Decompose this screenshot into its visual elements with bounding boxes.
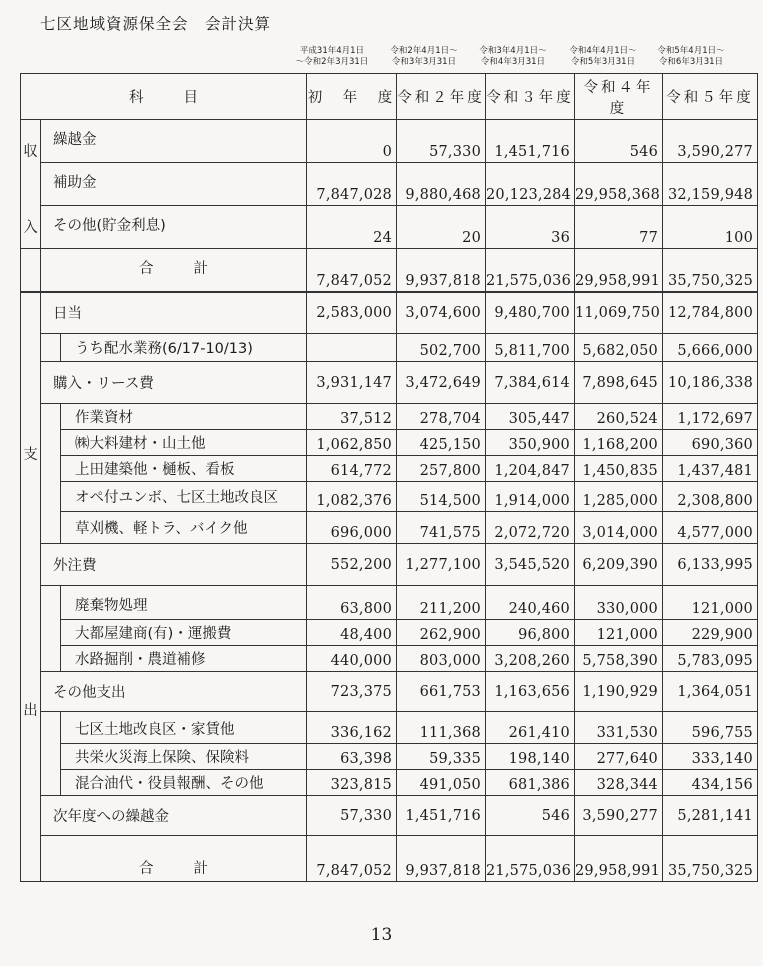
expense-label-purchase-sub-1: 作業資材: [61, 404, 307, 430]
expense-label-daily: 日当: [41, 292, 307, 334]
cell: 24: [307, 206, 397, 249]
cell: 5,281,141: [663, 796, 758, 836]
period-1: [284, 46, 380, 68]
period-2-end: 令和3年3月31日: [391, 57, 457, 67]
cell: 35,750,325: [663, 836, 758, 882]
period-5-start: 令和5年4月1日～: [657, 46, 725, 56]
cell: 741,575: [397, 512, 486, 544]
expense-label-other-sub-3: 混合油代・役員報酬、その他: [61, 770, 307, 796]
cell: 12,784,800: [663, 292, 758, 334]
cell: 1,168,200: [575, 430, 663, 456]
cell: 5,811,700: [486, 334, 575, 362]
expense-label-purchase-sub-5: 草刈機、軽トラ、バイク他: [61, 512, 307, 544]
cell: 690,360: [663, 430, 758, 456]
cell: 3,590,277: [575, 796, 663, 836]
cell: 57,330: [397, 120, 486, 163]
cell: 37,512: [307, 404, 397, 430]
cell: 7,847,028: [307, 163, 397, 206]
cell: 1,437,481: [663, 456, 758, 482]
expense-label-purchase-sub-3: 上田建築他・樋板、看板: [61, 456, 307, 482]
period-2-start: 令和2年4月1日～: [390, 46, 458, 56]
cell: 211,200: [397, 586, 486, 620]
cell: 198,140: [486, 744, 575, 770]
cell: 261,410: [486, 712, 575, 744]
expense-label-carryover: 次年度への繰越金: [41, 796, 307, 836]
expense-label-other-sub-1: 七区土地改良区・家賃他: [61, 712, 307, 744]
cell: 514,500: [397, 482, 486, 512]
expense-row-daily-sub: [21, 334, 758, 362]
expense-row-daily: [21, 292, 758, 334]
expense-row-carryover: [21, 796, 758, 836]
cell: 35,750,325: [663, 249, 758, 292]
expense-row-other-sub-3: [21, 770, 758, 796]
indent-spacer: [41, 404, 61, 544]
cell: [307, 334, 397, 362]
income-label-carryover: 繰越金: [41, 120, 307, 163]
cell: 328,344: [575, 770, 663, 796]
expense-side-glyph-2: 出: [23, 702, 38, 719]
cell: 2,583,000: [307, 292, 397, 334]
period-1-start: 平成31年4月1日: [299, 46, 365, 56]
cell: 3,074,600: [397, 292, 486, 334]
expense-row-purchase: [21, 362, 758, 404]
cell: 5,666,000: [663, 334, 758, 362]
document-title: 七区地域資源保全会 会計決算: [40, 15, 272, 33]
header-year-4: 令和４年度: [575, 74, 663, 120]
expense-label-outsourcing-sub-1: 廃棄物処理: [61, 586, 307, 620]
cell: 21,575,036: [486, 249, 575, 292]
cell: 1,364,051: [663, 672, 758, 712]
expense-label-outsourcing: 外注費: [41, 544, 307, 586]
income-label-total: 合計: [41, 249, 307, 292]
cell: 121,000: [663, 586, 758, 620]
expense-label-purchase: 購入・リース費: [41, 362, 307, 404]
cell: 323,815: [307, 770, 397, 796]
indent-spacer: [41, 334, 61, 362]
header-year-5: 令和５年度: [663, 74, 758, 120]
cell: 333,140: [663, 744, 758, 770]
expense-label-outsourcing-sub-3: 水路掘削・農道補修: [61, 646, 307, 672]
cell: 3,208,260: [486, 646, 575, 672]
cell: 546: [575, 120, 663, 163]
expense-row-other: [21, 672, 758, 712]
cell: 696,000: [307, 512, 397, 544]
cell: 77: [575, 206, 663, 249]
cell: 1,914,000: [486, 482, 575, 512]
period-5-end: 令和6年3月31日: [658, 57, 724, 67]
expense-row-purchase-sub-3: [21, 456, 758, 482]
cell: 9,937,818: [397, 836, 486, 882]
indent-spacer: [41, 712, 61, 796]
cell: 552,200: [307, 544, 397, 586]
cell: 1,451,716: [397, 796, 486, 836]
income-label-other: その他(貯金利息): [41, 206, 307, 249]
header-row: [21, 74, 758, 120]
cell: 260,524: [575, 404, 663, 430]
cell: 7,384,614: [486, 362, 575, 404]
cell: 262,900: [397, 620, 486, 646]
income-side-glyph-1: 収: [23, 144, 38, 160]
period-4-start: 令和4年4月1日～: [569, 46, 637, 56]
period-4: [555, 46, 651, 68]
cell: 21,575,036: [486, 836, 575, 882]
cell: 229,900: [663, 620, 758, 646]
accounting-table: [20, 73, 758, 882]
cell: 723,375: [307, 672, 397, 712]
cell: 111,368: [397, 712, 486, 744]
cell: 277,640: [575, 744, 663, 770]
cell: 20,123,284: [486, 163, 575, 206]
cell: 10,186,338: [663, 362, 758, 404]
page-number: 13: [370, 925, 393, 945]
cell: 5,682,050: [575, 334, 663, 362]
cell: 9,480,700: [486, 292, 575, 334]
income-row-total: [21, 249, 758, 292]
period-4-end: 令和5年3月31日: [570, 57, 636, 67]
expense-row-outsourcing-sub-1: [21, 586, 758, 620]
expense-label-total: 合計: [41, 836, 307, 882]
cell: 434,156: [663, 770, 758, 796]
cell: 63,398: [307, 744, 397, 770]
cell: 1,450,835: [575, 456, 663, 482]
expense-label-outsourcing-sub-2: 大都屋建商(有)・運搬費: [61, 620, 307, 646]
expense-row-purchase-sub-1: [21, 404, 758, 430]
cell: 278,704: [397, 404, 486, 430]
cell: 491,050: [397, 770, 486, 796]
expense-label-purchase-sub-4: オペ付ユンボ、七区土地改良区: [61, 482, 307, 512]
expense-row-purchase-sub-2: [21, 430, 758, 456]
cell: 425,150: [397, 430, 486, 456]
cell: 350,900: [486, 430, 575, 456]
cell: 661,753: [397, 672, 486, 712]
cell: 48,400: [307, 620, 397, 646]
cell: 9,880,468: [397, 163, 486, 206]
cell: 32,159,948: [663, 163, 758, 206]
cell: 36: [486, 206, 575, 249]
header-year-1: 初 年 度: [307, 74, 397, 120]
cell: 3,545,520: [486, 544, 575, 586]
header-year-2: 令和２年度: [397, 74, 486, 120]
cell: 6,133,995: [663, 544, 758, 586]
cell: 1,277,100: [397, 544, 486, 586]
period-3-end: 令和4年3月31日: [480, 57, 546, 67]
cell: 121,000: [575, 620, 663, 646]
period-5: [643, 46, 739, 68]
cell: 2,308,800: [663, 482, 758, 512]
cell: 1,190,929: [575, 672, 663, 712]
cell: 6,209,390: [575, 544, 663, 586]
cell: 63,800: [307, 586, 397, 620]
cell: 305,447: [486, 404, 575, 430]
cell: 3,014,000: [575, 512, 663, 544]
expense-row-purchase-sub-5: [21, 512, 758, 544]
cell: 546: [486, 796, 575, 836]
expense-label-other-sub-2: 共栄火災海上保険、保険料: [61, 744, 307, 770]
cell: 29,958,991: [575, 836, 663, 882]
cell: 3,472,649: [397, 362, 486, 404]
cell: 1,172,697: [663, 404, 758, 430]
cell: 9,937,818: [397, 249, 486, 292]
expense-side-label: [21, 292, 41, 882]
cell: 440,000: [307, 646, 397, 672]
income-side-label: [21, 120, 41, 249]
expense-row-outsourcing-sub-2: [21, 620, 758, 646]
cell: 59,335: [397, 744, 486, 770]
expense-label-purchase-sub-2: ㈱大料建材・山土他: [61, 430, 307, 456]
cell: 29,958,991: [575, 249, 663, 292]
cell: 614,772: [307, 456, 397, 482]
cell: 257,800: [397, 456, 486, 482]
cell: 681,386: [486, 770, 575, 796]
cell: 5,783,095: [663, 646, 758, 672]
income-side-spacer: [21, 249, 41, 292]
cell: 330,000: [575, 586, 663, 620]
expense-label-other: その他支出: [41, 672, 307, 712]
cell: 7,847,052: [307, 249, 397, 292]
expense-label-daily-sub: うち配水業務(6/17-10/13): [61, 334, 307, 362]
cell: 240,460: [486, 586, 575, 620]
cell: 4,577,000: [663, 512, 758, 544]
header-subject: 科目: [21, 74, 307, 120]
period-1-end: ～令和2年3月31日: [295, 57, 369, 67]
cell: 0: [307, 120, 397, 163]
cell: 20: [397, 206, 486, 249]
cell: 2,072,720: [486, 512, 575, 544]
expense-row-outsourcing-sub-3: [21, 646, 758, 672]
income-side-glyph-2: 入: [23, 220, 38, 236]
cell: 3,590,277: [663, 120, 758, 163]
cell: 57,330: [307, 796, 397, 836]
cell: 96,800: [486, 620, 575, 646]
cell: 1,204,847: [486, 456, 575, 482]
cell: 100: [663, 206, 758, 249]
period-3-start: 令和3年4月1日～: [479, 46, 547, 56]
expense-side-glyph-1: 支: [23, 446, 38, 463]
cell: 502,700: [397, 334, 486, 362]
cell: 1,062,850: [307, 430, 397, 456]
cell: 803,000: [397, 646, 486, 672]
income-label-subsidy: 補助金: [41, 163, 307, 206]
cell: 1,285,000: [575, 482, 663, 512]
cell: 336,162: [307, 712, 397, 744]
cell: 7,898,645: [575, 362, 663, 404]
cell: 1,082,376: [307, 482, 397, 512]
income-row-carryover: [21, 120, 758, 163]
expense-row-other-sub-2: [21, 744, 758, 770]
expense-row-other-sub-1: [21, 712, 758, 744]
expense-row-purchase-sub-4: [21, 482, 758, 512]
period-2: [376, 46, 472, 68]
cell: 3,931,147: [307, 362, 397, 404]
cell: 29,958,368: [575, 163, 663, 206]
income-row-other: [21, 206, 758, 249]
cell: 1,451,716: [486, 120, 575, 163]
indent-spacer: [41, 586, 61, 672]
cell: 11,069,750: [575, 292, 663, 334]
cell: 7,847,052: [307, 836, 397, 882]
expense-row-outsourcing: [21, 544, 758, 586]
expense-row-total: [21, 836, 758, 882]
period-3: [465, 46, 561, 68]
header-year-3: 令和３年度: [486, 74, 575, 120]
cell: 331,530: [575, 712, 663, 744]
cell: 5,758,390: [575, 646, 663, 672]
cell: 596,755: [663, 712, 758, 744]
cell: 1,163,656: [486, 672, 575, 712]
income-row-subsidy: [21, 163, 758, 206]
